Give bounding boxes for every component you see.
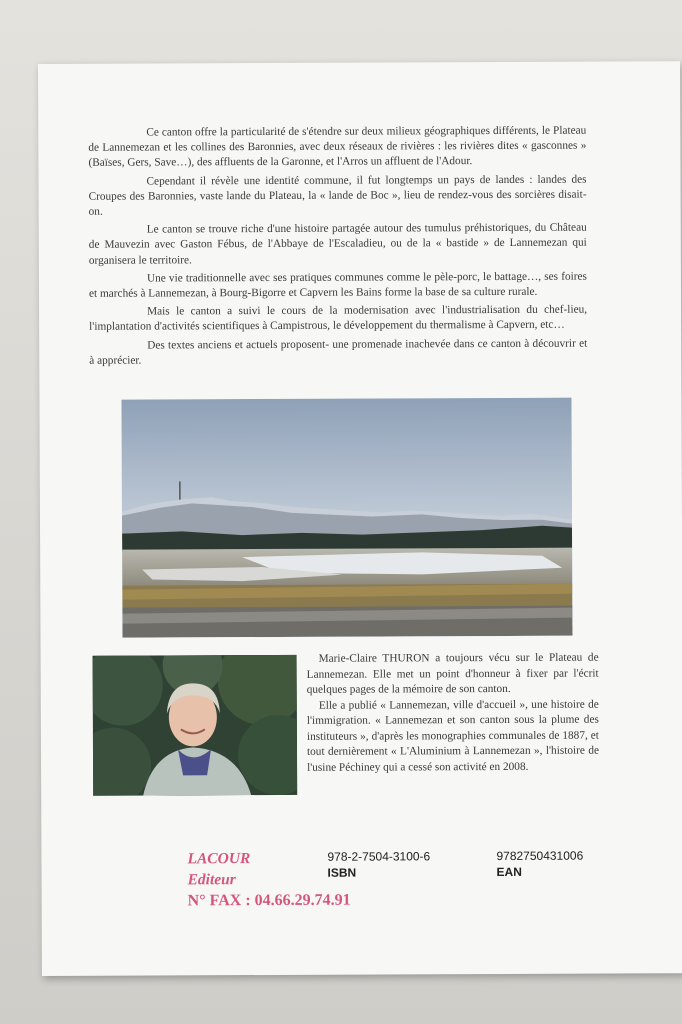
paragraph: Une vie traditionnelle avec ses pratiques communes comme le pèle-porc, le battage…, ses foires et marchés à Lannemezan, à Bourg-Bigorre et Capvern les Bains forme la base de sa culture rurale. (88, 270, 587, 300)
paragraph: Ce canton offre la particularité de s'étendre sur deux milieux géographiques différents, le Plateau de Lannemezan et les collines des Baronnies, avec deux réseaux de rivières : les rivières dites « gasconnes » (Baïses, Gers, Save…), des affluents de la Garonne, et l'Arros un affluent de l'Adour. (88, 124, 587, 170)
publisher-block (187, 848, 250, 890)
author-portrait-illustration (93, 655, 298, 796)
book-back-cover (38, 61, 682, 976)
bio-paragraph: Elle a publié « Lannemezan, ville d'accueil », une histoire de l'immigration. « Lannemezan et son canton sous la plume des instituteurs », d'après les monographies communales de 1887, et tout dernièrement « L'Aluminium à Lannemezan », l'histoire de l'usine Péchiney qui a cessé son activité en 2008. (306, 698, 600, 774)
fax-number: N° FAX : 04.66.29.74.91 (187, 891, 351, 910)
ean-block (496, 848, 583, 880)
ean-label: EAN (496, 864, 522, 880)
paragraph: Des textes anciens et actuels proposent- une promenade inachevée dans ce canton à découvrir et à apprécier. (89, 337, 588, 367)
paragraph: Le canton se trouve riche d'une histoire partagée autour des tumulus préhistoriques, du Château de Mauvezin avec Gaston Fébus, de l'Abbaye de l'Escaladieu, ou de la « bastide » de Lannemezan qui organisera le territoire. (88, 221, 587, 267)
ean-value: 9782750431006 (496, 848, 584, 864)
author-photo (93, 655, 298, 796)
landscape-illustration (121, 398, 572, 638)
landscape-photo (121, 398, 572, 638)
publisher-role: Editeur (187, 871, 236, 889)
isbn-label: ISBN (327, 865, 357, 880)
isbn-value: 978-2-7504-3100-6 (327, 849, 431, 864)
author-biography (307, 651, 600, 776)
bio-paragraph: Marie-Claire THURON a toujours vécu sur le Plateau de Lannemezan. Elle met un point d'honneur à fixer par l'écrit quelques pages de la mémoire de son canton. (306, 651, 599, 696)
paragraph: Cependant il révèle une identité commune, il fut longtemps un pays de landes : landes des Croupes des Baronnies, vaste lande du Plateau, la « lande de Boc », lieu de rendez-vous des sorcières disait-on. (88, 173, 587, 218)
publisher-name: LACOUR (187, 850, 251, 868)
isbn-block (327, 848, 430, 880)
paragraph: Mais le canton a suivi le cours de la modernisation avec l'industrialisation du chef-lieu, l'implantation d'activités scientifiques à Campistrous, le développement du thermalisme à Capvern, etc… (89, 303, 588, 334)
description-text (88, 124, 587, 372)
